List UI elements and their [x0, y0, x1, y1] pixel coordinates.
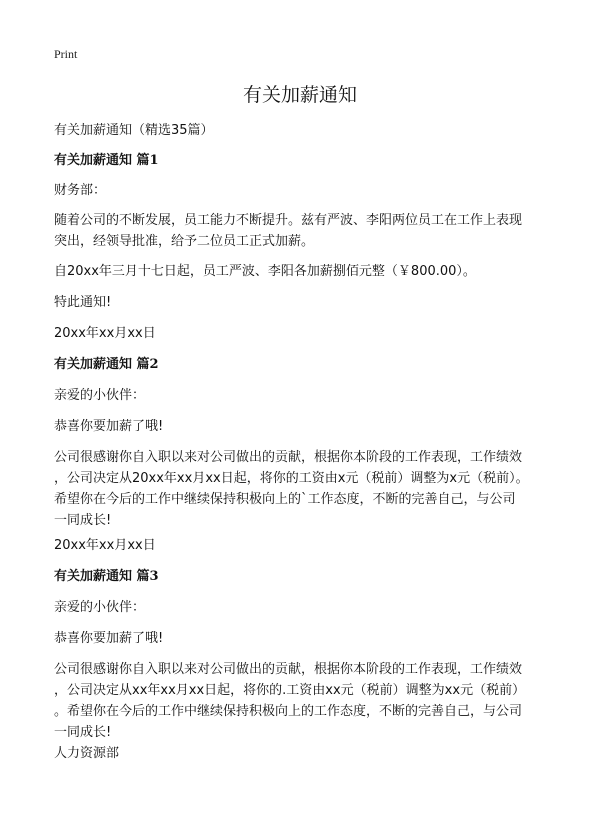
section-3-greeting: 恭喜你要加薪了哦!	[54, 631, 164, 646]
section-3-body-line: 。希望你在今后的工作中继续保持积极向上的工作态度，不断的完善自己，与公司	[54, 704, 523, 719]
section-1-body-line: 随着公司的不断发展，员工能力不断提升。兹有严波、李阳两位员工在工作上表现	[54, 213, 523, 228]
section-2-body-line: ，公司决定从20xx年xx月xx日起，将你的工资由x元（税前）调整为x元（税前）。	[54, 471, 529, 486]
section-2-salutation: 亲爱的小伙伴：	[54, 388, 146, 403]
section-1-body-line: 突出，经领导批准，给予二位员工正式加薪。	[54, 234, 315, 249]
section-3-body-line: ，公司决定从xx年xx月xx日起，将你的.工资由xx元（税前）调整为xx元（税前）	[54, 683, 526, 698]
section-2-body-line: 希望你在今后的工作中继续保持积极向上的`工作态度，不断的完善自己，与公司	[54, 492, 516, 507]
section-2-heading: 有关加薪通知 篇2	[54, 357, 159, 372]
section-1-heading: 有关加薪通知 篇1	[54, 153, 159, 168]
section-3-body	[54, 659, 550, 743]
section-3-signature: 人力资源部	[54, 746, 120, 761]
section-2-greeting: 恭喜你要加薪了哦!	[54, 419, 164, 434]
section-3-body-line: 一同成长!	[54, 725, 112, 740]
document-subtitle: 有关加薪通知（精选35篇）	[54, 123, 214, 138]
section-2-date: 20xx年xx月xx日	[54, 538, 156, 553]
document-title: 有关加薪通知	[242, 84, 357, 106]
section-1-salutation: 财务部：	[54, 183, 107, 198]
section-2-body-line: 一同成长!	[54, 513, 112, 528]
section-3-salutation: 亲爱的小伙伴：	[54, 600, 146, 615]
section-1-closing: 特此通知!	[54, 295, 112, 310]
print-link[interactable]: Print	[54, 47, 78, 61]
section-1-body	[54, 210, 550, 252]
section-2-body	[54, 447, 550, 531]
section-1-date: 20xx年xx月xx日	[54, 326, 156, 341]
section-3-heading: 有关加薪通知 篇3	[54, 569, 159, 584]
section-1-raise-line: 自20xx年三月十七日起，员工严波、李阳各加薪捌佰元整（￥800.00）。	[54, 264, 476, 279]
section-2-body-line: 公司很感谢你自入职以来对公司做出的贡献，根据你本阶段的工作表现，工作绩效	[54, 450, 523, 465]
section-3-body-line: 公司很感谢你自入职以来对公司做出的贡献，根据你本阶段的工作表现，工作绩效	[54, 662, 523, 677]
